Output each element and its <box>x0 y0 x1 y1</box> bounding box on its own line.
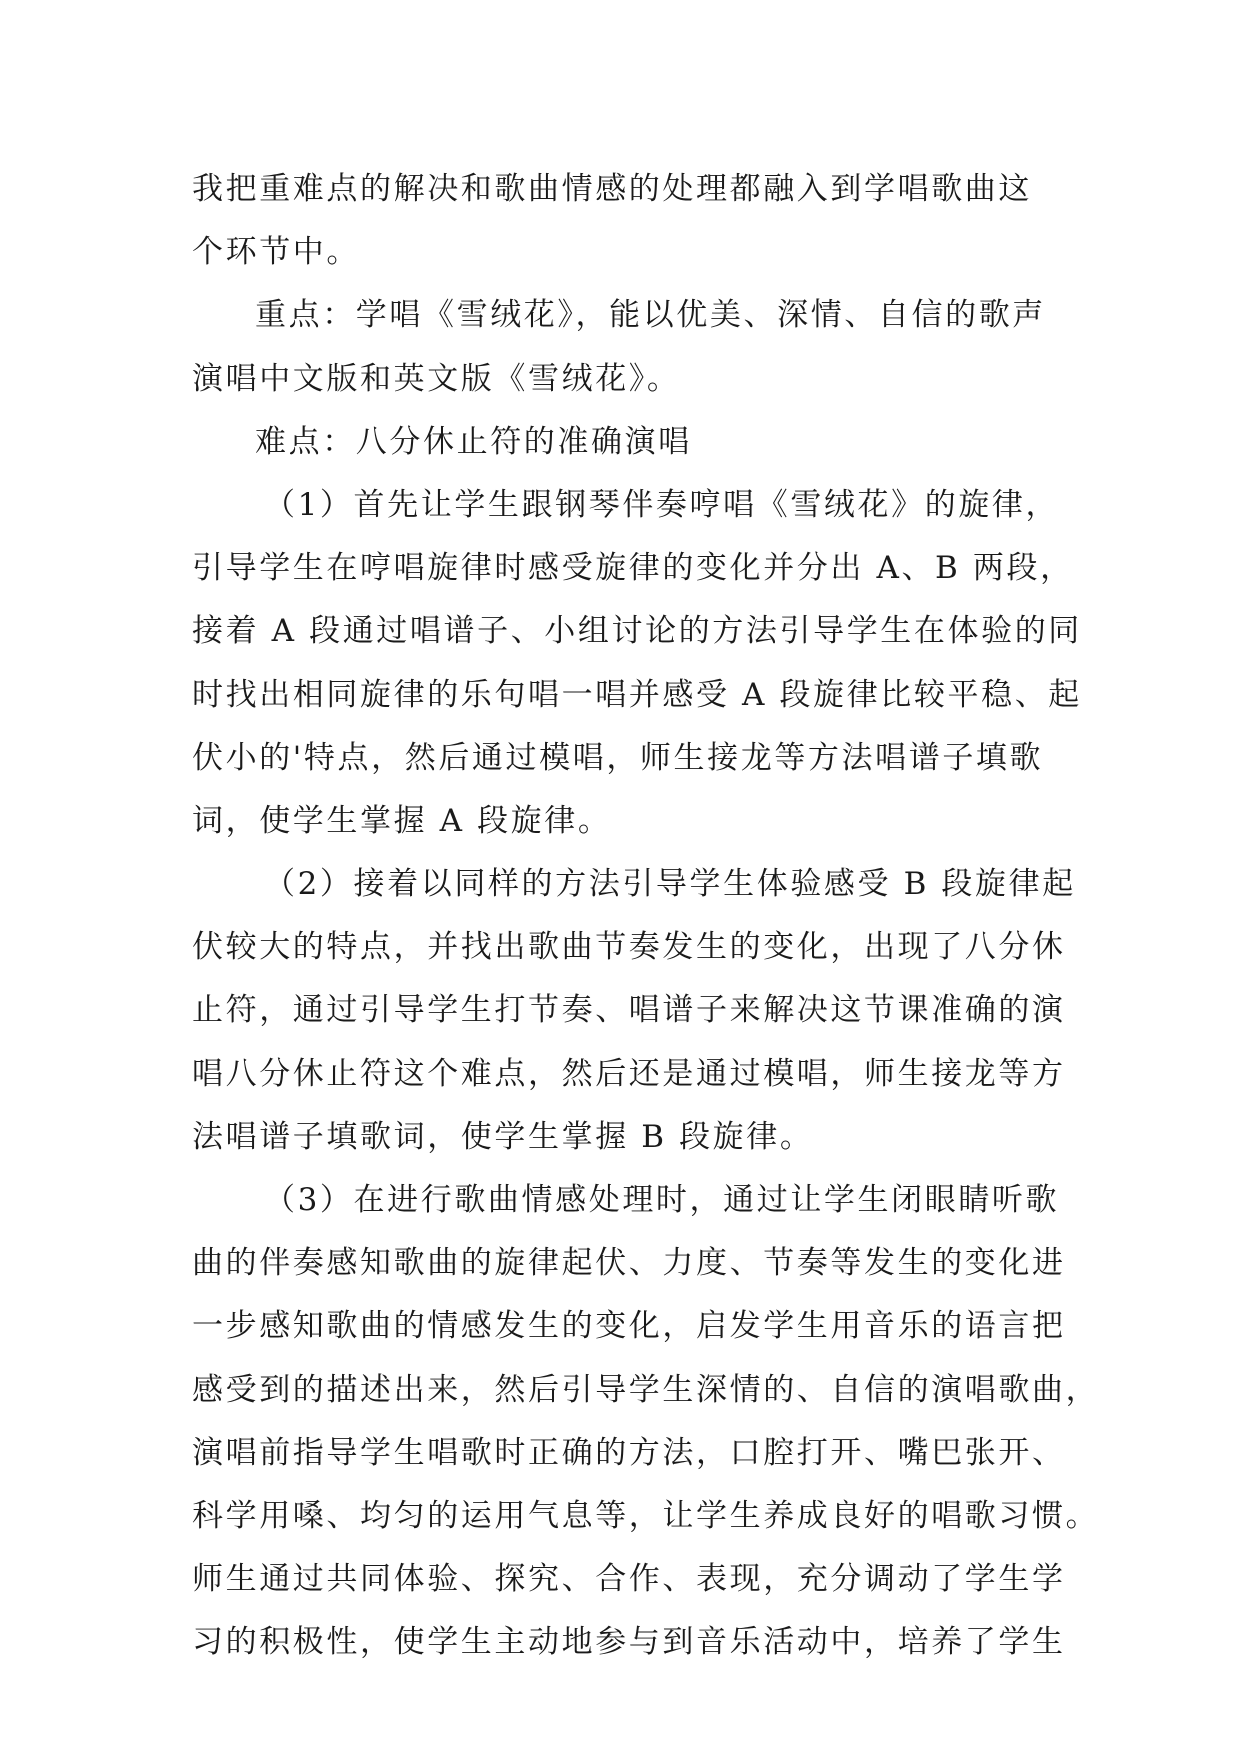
text-line: 科学用嗓、均匀的运用气息等，让学生养成良好的唱歌习惯。 <box>192 1497 1100 1534</box>
text-line: （2）接着以同样的方法引导学生体验感受 B 段旋律起 <box>264 866 1076 903</box>
text-line: 习的积极性，使学生主动地参与到音乐活动中，培养了学生 <box>192 1624 1066 1661</box>
text-line: 伏较大的特点，并找出歌曲节奏发生的变化，出现了八分休 <box>192 929 1066 966</box>
text-line: 引导学生在哼唱旋律时感受旋律的变化并分出 A、B 两段， <box>192 550 1074 587</box>
text-line: 师生通过共同体验、探究、合作、表现，充分调动了学生学 <box>192 1561 1066 1598</box>
text-line: 一步感知歌曲的情感发生的变化，启发学生用音乐的语言把 <box>192 1308 1066 1345</box>
text-line: 接着 A 段通过唱谱子、小组讨论的方法引导学生在体验的同 <box>192 613 1082 650</box>
text-line: 重点：学唱《雪绒花》，能以优美、深情、自信的歌声 <box>255 297 1046 334</box>
text-line: （1）首先让学生跟钢琴伴奏哼唱《雪绒花》的旋律， <box>264 486 1060 523</box>
text-line: 时找出相同旋律的乐句唱一唱并感受 A 段旋律比较平稳、起 <box>192 676 1082 713</box>
text-line: （3）在进行歌曲情感处理时，通过让学生闭眼睛听歌 <box>264 1182 1060 1218</box>
text-line: 我把重难点的解决和歌曲情感的处理都融入到学唱歌曲这 <box>192 171 1032 207</box>
text-line: 伏小的'特点，然后通过模唱，师生接龙等方法唱谱子填歌 <box>192 739 1044 776</box>
text-line: 演唱前指导学生唱歌时正确的方法，口腔打开、嘴巴张开、 <box>192 1434 1066 1471</box>
body-text <box>192 158 1100 1675</box>
text-line: 演唱中文版和英文版《雪绒花》。 <box>192 360 681 397</box>
text-line: 止符，通过引导学生打节奏、唱谱子来解决这节课准确的演 <box>192 992 1066 1029</box>
text-line: 曲的伴奏感知歌曲的旋律起伏、力度、节奏等发生的变化进 <box>192 1245 1066 1282</box>
text-line: 唱八分休止符这个难点，然后还是通过模唱，师生接龙等方 <box>192 1055 1066 1092</box>
text-line: 词，使学生掌握 A 段旋律。 <box>192 802 612 839</box>
text-line: 个环节中。 <box>192 234 360 271</box>
text-line: 难点：八分休止符的准确演唱 <box>255 423 692 460</box>
text-line: 感受到的描述出来，然后引导学生深情的、自信的演唱歌曲， <box>192 1371 1100 1408</box>
text-line: 法唱谱子填歌词，使学生掌握 B 段旋律。 <box>192 1118 814 1155</box>
